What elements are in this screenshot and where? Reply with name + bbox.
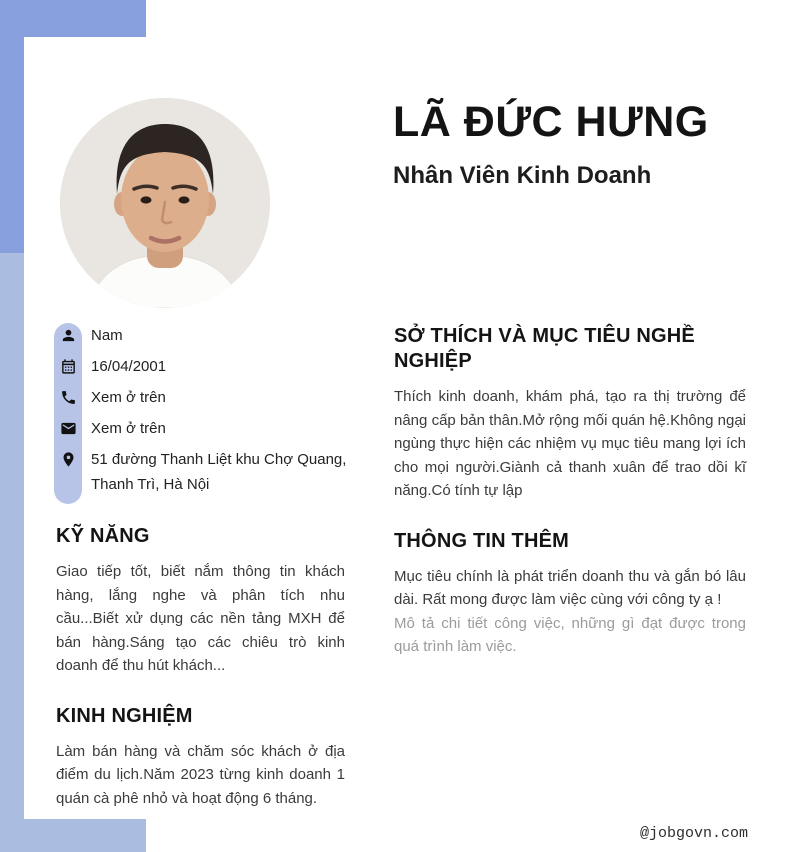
contact-row-gender [54,323,374,348]
candidate-name: LÃ ĐỨC HƯNG [393,98,709,146]
section-heading-experience: KINH NGHIỆM [56,704,193,727]
watermark: @jobgovn.com [640,825,749,842]
phone-icon [54,385,82,410]
address-value: 51 đường Thanh Liệt khu Chợ Quang, Thanh Trì, Hà Nội [91,451,347,493]
skills-text: Giao tiếp tốt, biết nắm thông tin khách hàng, lắng nghe và phân tích nhu cầu...Biết xử dụng các nền tảng MXH để bán hàng.Sáng tạo các chiêu trò kinh doanh để thu hút khách... [56,563,345,674]
job-title: Nhân Viên Kinh Doanh [393,162,652,189]
location-icon [54,447,82,472]
calendar-icon [54,354,82,379]
section-heading-objective: SỞ THÍCH VÀ MỤC TIÊU NGHỀ NGHIỆP [394,325,695,372]
right-column [394,324,746,659]
left-accent-strip-lower [0,253,24,852]
phone-value: Xem ở trên [91,389,166,406]
header [393,97,763,190]
contact-row-address [54,447,374,497]
person-icon [54,323,82,348]
experience-text: Làm bán hàng và chăm sóc khách ở địa điểm du lịch.Năm 2023 từng kinh doanh 1 quán cà phê nhỏ và hoạt động 6 tháng. [56,742,345,807]
additional-placeholder-text: Mô tả chi tiết công việc, những gì đạt được trong quá trình làm việc. [394,614,746,655]
contact-info [54,323,374,503]
avatar-illustration [60,98,270,308]
left-accent-strip-upper [0,0,24,253]
contact-row-email [54,416,374,441]
section-heading-additional: THÔNG TIN THÊM [394,529,570,552]
additional-text: Mục tiêu chính là phát triển doanh thu và gắn bó lâu dài. Rất mong được làm việc cùng với công ty ạ ! [394,567,746,608]
email-icon [54,416,82,441]
section-heading-skills: KỸ NĂNG [56,525,150,547]
left-column [56,524,345,810]
bottom-left-accent-block [0,819,146,852]
objective-text: Thích kinh doanh, khám phá, tạo ra thị trường để nâng cấp bản thân.Mở rộng mối quán hệ.Không ngại ngùng thực hiện các nhiệm vụ mục tiêu mang lợi ích cho mọi người.Giành cả thanh xuân để trao dồi kĩ năng.Có tính tự lập [394,388,746,499]
contact-row-phone [54,385,374,410]
email-value: Xem ở trên [91,420,166,437]
birthdate-value: 16/04/2001 [91,358,167,375]
contact-row-birthdate [54,354,374,379]
gender-value: Nam [91,327,123,344]
profile-photo [60,98,270,308]
